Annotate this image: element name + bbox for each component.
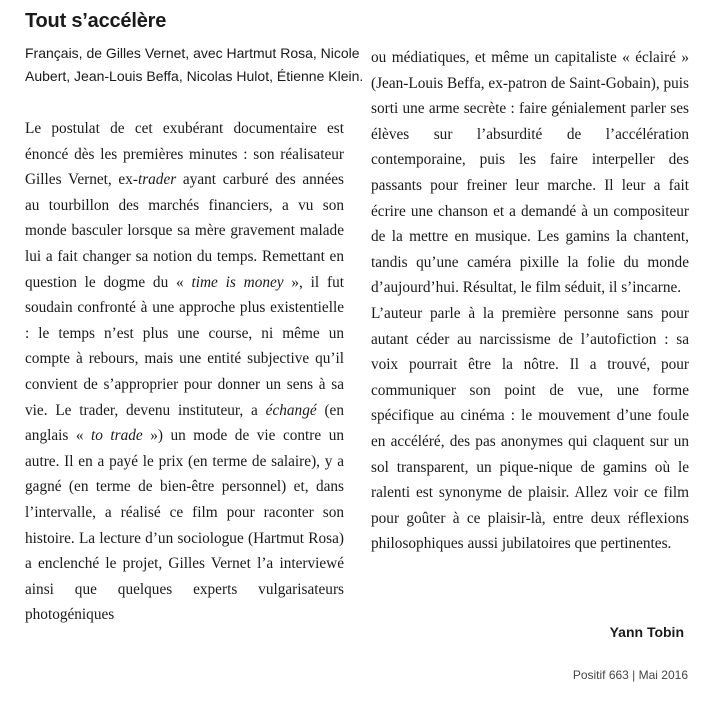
italic-run: trader	[137, 171, 177, 189]
page-footer: Positif 663 | Mai 2016	[572, 668, 688, 682]
film-credits: Français, de Gilles Vernet, avec Hartmut Rosa, Nicole Aubert, Jean-Louis Beffa, Nicolas Hulot, Étienne Klein.	[25, 45, 364, 84]
left-column	[25, 116, 344, 628]
text-run: », il fut soudain confronté à une approche plus existentielle : le temps n’est plus une course, ni même un compte à rebours, mais une entité subjective qu’il convient de s’approprier pour donner un sens à sa vie. Le trader, devenu instituteur, a	[25, 273, 344, 419]
right-column	[371, 45, 689, 557]
right-paragraph-2: L’auteur parle à la première personne sans pour autant céder au narcissisme de l’autofiction : sa voix pourrait être la nôtre. Il a trouvé, pour communiquer son point de vue, une forme spécifique au cinéma : le mouvement d’une foule en accéléré, des pas anonymes qui claquent sur un sol transparent, un pique-nique de gamins où le ralenti est synonyme de plaisir. Allez voir ce film pour goûter à ce plaisir-là, entre deux réflexions philosophiques aussi jubilatoires que pertinentes.	[371, 304, 689, 553]
italic-run: échangé	[265, 401, 317, 419]
left-paragraph	[25, 116, 344, 628]
text-run: ayant carburé des années au tourbillon des marchés financiers, a vu son monde basculer lorsque sa mère gravement malade lui a fait changer sa notion du temps. Remettant en question le dogme du «	[25, 171, 344, 291]
italic-run: time is money	[191, 273, 284, 291]
text-run: (en anglais «	[25, 401, 344, 445]
text-run: ») un mode de vie contre un autre. Il en a payé le prix (en terme de salaire), y a gagné (en terme de bien-être personnel) et, dans l’intervalle, a réalisé ce film pour raconter son histoire. La lecture d’un sociologue (Hartmut Rosa) a enclenché le projet, Gilles Vernet l’a interviewé ainsi que quelques experts vulgarisateurs photogéniques	[25, 427, 344, 624]
article-title: Tout s’accélère	[25, 10, 167, 32]
author-signature: Yann Tobin	[609, 624, 684, 640]
right-paragraph-1: ou médiatiques, et même un capitaliste « éclairé » (Jean-Louis Beffa, ex-patron de Saint-Gobain), puis sorti une arme secrète : faire génialement parler ses élèves sur l’absurdité de l’accélération contemporaine, puis les faire interpeller des passants pour freiner leur marche. Il leur a fait écrire une chanson et a demandé à un compositeur de la mettre en musique. Les gamins la chantent, tandis qu’une caméra pixille la folie du monde d’aujourd’hui. Résultat, le film séduit, il s’incarne.	[371, 49, 689, 297]
text-run: Le postulat de cet exubérant documentaire est énoncé dès les premières minutes : son réalisateur Gilles Vernet, ex-	[25, 120, 344, 189]
italic-run: to trade	[91, 427, 143, 445]
